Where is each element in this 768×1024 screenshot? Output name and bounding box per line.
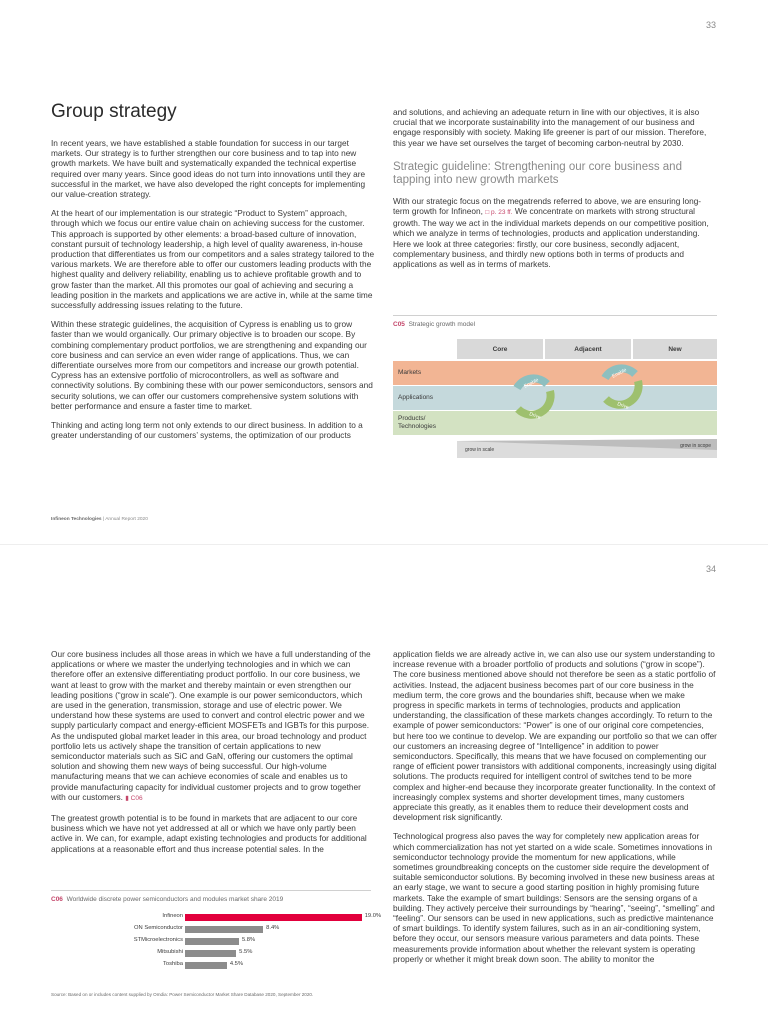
grow-in-scale-label: grow in scale: [465, 447, 495, 453]
bar-row: [51, 960, 371, 972]
page-title: Group strategy: [51, 101, 177, 122]
paragraph: and solutions, and achieving an adequate return in line with our objectives, it is also crucial that we incorporate sustainability into the management of our business and engage responsibly with society. Making life greener is part of our mission. Therefore, this year we have set ourselves the target of becoming carbon-neutral by 2030.: [393, 107, 707, 148]
bar-category-label: Infineon: [162, 913, 183, 919]
left-column: [51, 649, 375, 863]
figure-caption: [393, 321, 475, 328]
figure-divider: [393, 315, 717, 316]
paragraph: Thinking and acting long term not only extends to our direct business. In addition to a greater understanding of our customers’ systems, the optimization of our products: [51, 420, 363, 441]
bar-value-label: 4.5%: [229, 961, 244, 967]
enable-label: Enable: [611, 367, 628, 380]
drive-arc: [606, 381, 639, 405]
bar-category-label: STMicroelectronics: [133, 937, 183, 943]
paragraph: Technological progress also paves the way for completely new application areas for which commercialization has not yet started on a wide scale. Sometimes innovations in semiconductor technology provide the momentum for new applications, while sometimes groundbreaking concepts on the customer side require the development of suitable semiconductor solutions. By becoming involved in these new business areas at an early stage, we want to secure a good starting position in highly promising future markets. Take the example of smart buildings: Sensors are the sensing organs of a building. They actively perceive their surroundings by “hearing”, “seeing”, “smelling” and “feeling”. Our sensors can be used in new applications, such as predictive maintenance of smart buildings. To identify system failures, such as in an air-conditioning system, before they occur, our sensors measure various parameters and data points. These measurements provide information about whether the relevant system is operating properly or whether it might break down soon. The ability to monitor the: [393, 831, 715, 964]
grow-in-scope-label: grow in scope: [680, 443, 711, 449]
bar-value-label: 19.0%: [364, 913, 382, 919]
page-footer: Infineon Technologies | Annual Report 2020: [51, 517, 148, 522]
paragraph: At the heart of our implementation is our strategic “Product to System” approach, through which we focus our entire value chain on achieving success for the customer. This approach is supported by other elements: a broad-based culture of innovation, constant pursuit of technology leadership, a high level of quality awareness, in-house production that differentiates us from our competitors and a sales strategy tailored to the various markets. We are therefore able to offer our customers leading products with the highest quality and delivery reliability, enabling us to achieve profitable growth and to grow faster than the market. All this promotes our goal of achieving and securing a leading position in the markets and applications we are active in, while at the same time successfully addressing issues relating to the future.: [51, 208, 375, 311]
chart-title: Worldwide discrete power semiconductors and modules market share 2019: [66, 896, 284, 903]
bar-toshiba: [185, 962, 227, 969]
row-label: Applications: [398, 394, 434, 401]
chart-reference-label: C06: [130, 794, 143, 802]
paragraph: Within these strategic guidelines, the acquisition of Cypress is enabling us to grow faster than we would organically. Our primary objective is to broaden our scope. By combining complementary product portfolios, we are strengthening and expanding our core business and can service an even wider range of applications. Thus, we can differentiate ourselves more from our competitors and increase our growth potential. Cypress has an extensive portfolio of microcontrollers, as well as software and connectivity solutions. By combining these with our power semiconductors, sensors and security solutions, we can offer our customers comprehensive system solutions with better performance and ensure a faster time to market.: [51, 319, 373, 411]
enable-label: Enable: [523, 377, 540, 390]
bar-row: [51, 924, 371, 936]
footer-report: Annual Report 2020: [105, 517, 148, 522]
right-column: [393, 649, 717, 973]
bar-category-label: Toshiba: [163, 961, 183, 967]
page-number: 34: [705, 564, 716, 574]
bar-infineon: [185, 914, 362, 921]
strategic-growth-model: [393, 339, 717, 459]
paragraph-text: We concentrate on markets with strong structural growth. The way we act in the individual markets depends on our competitive position, which we analyze in terms of technologies, products and application understanding. Here we look at three categories: firstly, our core business, secondly adjacent, complementary business, and thirdly new options both in terms of products and applications as well as in terms of markets.: [393, 206, 709, 270]
paragraph: application fields we are already active in, we can also use our system understanding to increase revenue with a broader portfolio of products and solutions (“grow in scope”). The core business mentioned above should not therefore be seen as a static portfolio of activities. Instead, the adjacent business becomes part of our core business in the medium term, the core grows and the boundaries shift, because when we make progress in specific markets in terms of technologies, products and application understanding, the classification of these markets changes accordingly. To return to the example of power semiconductors: “Power” is one of our original core competencies, but here too we continue to develop. We are expanding our portfolio so that we can offer our customers an increasing degree of “Intelligence” in addition to power semiconductors. Specifically, this means that we have focused on complementing our range of efficient power transistors with additional components, increasingly using digital solutions. The products required for intelligent control of switches tend to be more complex and higher-end because they incorporate greater functionality. In the context of increasingly complex systems and shorter development times, many customers appreciate this greatly, as it enables them to reduce their development costs and development risk significantly.: [393, 649, 717, 823]
chart-code: C06: [51, 896, 63, 903]
column-header-adjacent: Adjacent: [545, 339, 631, 359]
cycle-adjacent-new: [605, 367, 639, 411]
right-column: [393, 107, 717, 278]
paragraph: [51, 649, 375, 804]
bar-value-label: 8.4%: [266, 925, 280, 931]
paragraph: In recent years, we have established a stable foundation for success in our target markets. Our strategy is to further strengthen our core business and to tap into new growth markets. We have built and systematically expanded the technical expertise required over many years. Since good ideas do not turn into innovations until they are successful in the market, we have also developed the right concepts for implementing our value-creation strategy.: [51, 138, 366, 200]
drive-arc: [518, 391, 551, 415]
market-share-bar-chart: [51, 912, 382, 972]
section-subheading: Strategic guideline: Strengthening our core business and tapping into new growth markets: [393, 160, 682, 187]
chart-caption: [51, 896, 283, 903]
bar-stmicroelectronics: [185, 938, 239, 945]
footer-company: Infineon Technologies: [51, 517, 102, 522]
bar-row: [51, 948, 371, 960]
page-reference-label: p. 23 ff.: [490, 209, 513, 217]
drive-label: Drive: [528, 411, 542, 421]
bar-mitsubishi: [185, 950, 236, 957]
chart-reference-link[interactable]: ▮ C06: [125, 794, 143, 802]
chart-divider: [51, 890, 371, 891]
bar-value-label: 5.5%: [239, 949, 253, 955]
drive-label: Drive: [616, 401, 630, 411]
row-label: Products/ Technologies: [398, 415, 436, 430]
paragraph: The greatest growth potential is to be found in markets that are adjacent to our core business which we have not yet addressed at all or which we have only partly been active in. We can, for example, adapt existing technologies and products for additional applications at a reasonable effort and thus increase potential sales. In the: [51, 813, 367, 854]
page-reference-link[interactable]: □ p. 23 ff.: [485, 209, 513, 217]
page-divider: [0, 544, 768, 545]
paragraph-text: Our core business includes all those areas in which we have a full understanding of the applications or where we master the underlying technologies and in which we can therefore offer an extensive differentiating product portfolio. In our core business, we want at least to grow with the market and thereby maintain or even strengthen our leading positions (“grow in scale”). One example is our power semiconductors, which are used in the generation, transmission, storage and use of electric power. We understand how these systems are used to convert and control electric power and we supply particularly compact and energy-efficient MOSFETs and IGBTs for this purpose. As the undisputed global market leader in this area, our broad technology and product portfolio lets us actively shape the transition of certain applications to new semiconductor materials such as SiC and GaN, offering our customers the optimal solution and showing them new ways of being successful. Our high-volume manufacturing means that we can achieve economies of scale and enables us to provide manufacturing capacity for individual customer projects and to grow together with our customers.: [51, 649, 371, 802]
cycle-core-adjacent: [517, 377, 551, 421]
figure-code: C05: [393, 321, 405, 328]
bar-row: [51, 912, 382, 924]
cycle-diagrams: [393, 339, 717, 459]
row-label: Markets: [398, 369, 422, 376]
bar-category-label: Mitsubishi: [157, 949, 183, 955]
figure-title: Strategic growth model: [408, 321, 476, 328]
paragraph: [393, 196, 717, 269]
bar-on-semiconductor: [185, 926, 263, 933]
bar-category-label: ON Semiconductor: [134, 925, 183, 931]
chart-source-note: Source: Based on or includes content supplied by Omdia: Power Semiconductor Market Share Database 2020, September 2020.: [51, 992, 314, 997]
page-number: 33: [705, 20, 716, 30]
left-column: [51, 138, 375, 449]
paragraph-text: With our strategic focus on the megatrends referred to above, we are ensuring long-term growth for Infineon,: [393, 195, 702, 217]
column-header-new: New: [633, 339, 717, 359]
bar-value-label: 5.8%: [241, 937, 256, 943]
bar-row: [51, 936, 371, 948]
column-header-core: Core: [457, 339, 543, 359]
